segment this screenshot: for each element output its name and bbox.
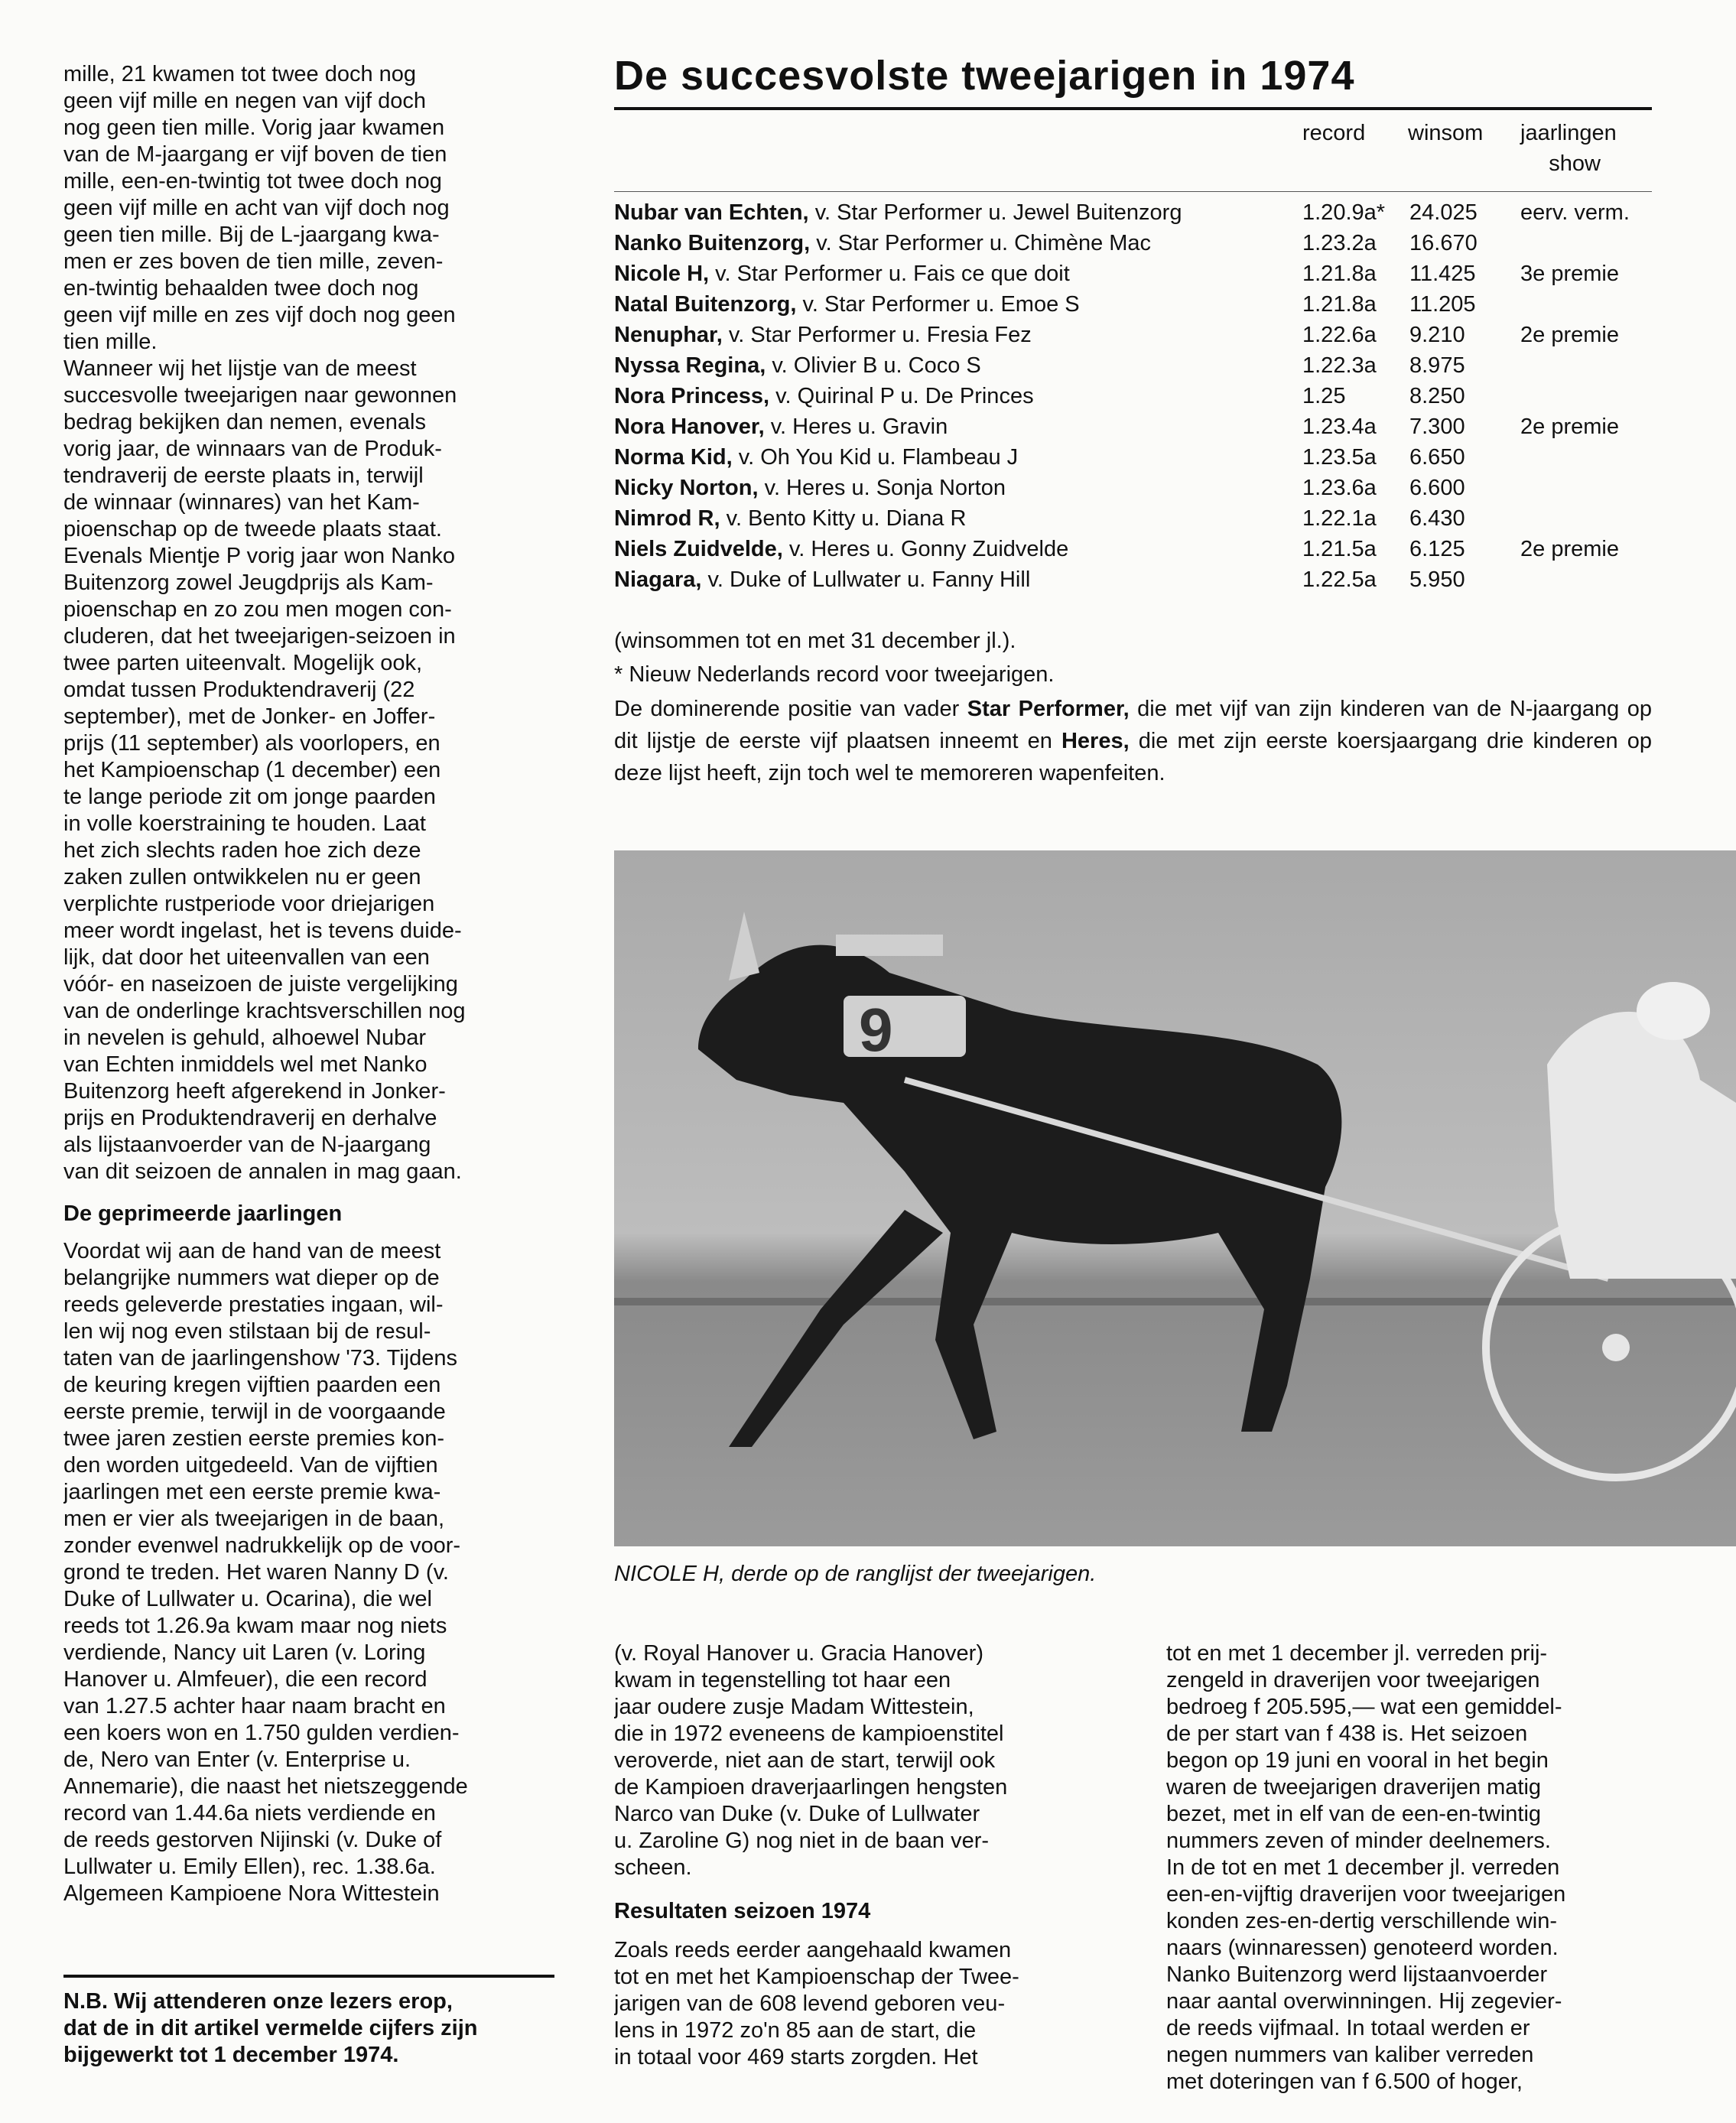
text-line: men er vier als tweejarigen in de baan,	[63, 1507, 445, 1531]
table-paragraph	[614, 693, 1652, 789]
text-line: geen vijf mille en zes vijf doch nog geen	[63, 303, 456, 327]
row-winsom: 8.250	[1409, 384, 1465, 408]
text-line: verdiende, Nancy uit Laren (v. Loring	[63, 1640, 426, 1665]
left-article-column	[63, 61, 554, 1907]
text-line: pioenschap op de tweede plaats staat.	[63, 517, 442, 541]
text-line: twee parten uiteenvalt. Mogelijk ook,	[63, 651, 423, 675]
table-row	[614, 353, 1652, 384]
text-line: tendraverij de eerste plaats in, terwijl	[63, 463, 424, 488]
row-horse-entry	[614, 231, 1151, 256]
text-line: den worden uitgedeeld. Van de vijftien	[63, 1453, 438, 1478]
row-pedigree: v. Heres u. Gravin	[770, 415, 948, 439]
text-line: (v. Royal Hanover u. Gracia Hanover)	[614, 1641, 983, 1666]
text-line: in totaal voor 469 starts zorgden. Het	[614, 2045, 978, 2069]
header-winsom: winsom	[1408, 121, 1484, 145]
row-winsom: 11.425	[1409, 262, 1476, 286]
row-show: 2e premie	[1520, 323, 1619, 347]
text-line: geen tien mille. Bij de L-jaargang kwa-	[63, 223, 440, 247]
header-record: record	[1302, 121, 1366, 145]
text-line: tot en met 1 december jl. verreden prij-	[1166, 1641, 1548, 1666]
row-horse-entry	[614, 445, 1018, 470]
table-row	[614, 567, 1652, 598]
text-line: Duke of Lullwater u. Ocarina), die wel	[63, 1587, 432, 1611]
row-horse-name: Nubar van Echten,	[614, 200, 809, 225]
text-line: zaken zullen ontwikkelen nu er geen	[63, 865, 421, 889]
text-line: Annemarie), die naast het nietszeggende	[63, 1774, 468, 1799]
row-record: 1.23.6a	[1302, 476, 1377, 500]
text-line: met doteringen van f 6.500 of hoger,	[1166, 2069, 1523, 2094]
text-line: lijk, dat door het uiteenvallen van een	[63, 945, 430, 970]
row-horse-entry	[614, 567, 1030, 593]
row-show: 3e premie	[1520, 262, 1619, 286]
para-text-3: die met zijn eerste koersjaargang drie kinderen op deze lijst heeft, zijn toch wel te memoreren wapenfeiten.	[614, 729, 1652, 785]
text-line: van Echten inmiddels wel met Nanko	[63, 1052, 427, 1077]
text-line: u. Zaroline G) nog niet in de baan ver-	[614, 1829, 990, 1853]
row-record: 1.22.1a	[1302, 506, 1377, 531]
text-line: prijs en Produktendraverij en derhalve	[63, 1106, 437, 1130]
text-line: vóór- en naseizoen de juiste vergelijking	[63, 972, 458, 996]
row-show: eerv. verm.	[1520, 200, 1630, 225]
row-horse-name: Nora Hanover,	[614, 415, 765, 439]
text-line: van dit seizoen de annalen in mag gaan.	[63, 1159, 462, 1184]
text-line: meer wordt ingelast, het is tevens duide-	[63, 918, 462, 943]
row-horse-name: Nimrod R,	[614, 506, 720, 531]
table-title: De succesvolste tweejarigen in 1974	[614, 53, 1355, 99]
left-paragraph-2	[63, 356, 554, 1185]
row-horse-name: Nora Princess,	[614, 384, 770, 408]
row-horse-entry	[614, 353, 981, 379]
table-row	[614, 292, 1652, 323]
text-line: van de M-jaargang er vijf boven de tien	[63, 142, 447, 167]
row-winsom: 6.125	[1409, 537, 1465, 561]
nb-line: bijgewerkt tot 1 december 1974.	[63, 2043, 399, 2067]
text-line: de winnaar (winnares) van het Kam-	[63, 490, 420, 515]
text-line: record van 1.44.6a niets verdiende en	[63, 1801, 436, 1826]
text-line: Narco van Duke (v. Duke of Lullwater	[614, 1802, 980, 1826]
row-pedigree: v. Duke of Lullwater u. Fanny Hill	[707, 567, 1031, 592]
text-line: september), met de Jonker- en Joffer-	[63, 704, 436, 729]
row-horse-entry	[614, 292, 1080, 317]
header-show-1: jaarlingen	[1520, 121, 1617, 145]
row-horse-name: Nicky Norton,	[614, 476, 759, 500]
text-line: len wij nog even stilstaan bij de resul-	[63, 1319, 431, 1344]
row-horse-entry	[614, 262, 1070, 287]
left-paragraph-3	[63, 1238, 554, 1907]
nb-divider	[63, 1975, 554, 1978]
table-row	[614, 476, 1652, 506]
table-row	[614, 200, 1652, 231]
row-horse-entry	[614, 415, 948, 440]
nb-note	[63, 1988, 554, 2069]
text-line: Buitenzorg heeft afgerekend in Jonker-	[63, 1079, 446, 1104]
header-show-2: show	[1549, 151, 1601, 176]
row-winsom: 7.300	[1409, 415, 1465, 439]
text-line: mille, 21 kwamen tot twee doch nog	[63, 62, 417, 86]
results-table	[614, 200, 1652, 598]
text-line: waren de tweejarigen draverijen matig	[1166, 1775, 1542, 1800]
text-line: cluderen, dat het tweejarigen-seizoen in	[63, 624, 456, 649]
row-horse-name: Nenuphar,	[614, 323, 723, 347]
para-bold-star-performer: Star Performer,	[967, 697, 1130, 721]
row-record: 1.21.8a	[1302, 292, 1377, 317]
text-line: konden zes-en-dertig verschillende win-	[1166, 1909, 1557, 1933]
row-horse-entry	[614, 323, 1032, 348]
para-text-2: die met vijf van zijn kinderen van de N-jaargang op dit lijstje de eerste vijf plaatsen inneemt en	[614, 697, 1653, 753]
text-line: begon op 19 juni en vooral in het begin	[1166, 1748, 1549, 1773]
row-show: 2e premie	[1520, 537, 1619, 561]
text-line: en-twintig behaalden twee doch nog	[63, 276, 419, 301]
row-pedigree: v. Bento Kitty u. Diana R	[726, 506, 967, 531]
text-line: reeds geleverde prestaties ingaan, wil-	[63, 1292, 444, 1317]
text-line: jarigen van de 608 levend geboren veu-	[614, 1991, 1006, 2016]
row-record: 1.25	[1302, 384, 1346, 408]
row-pedigree: v. Star Performer u. Emoe S	[802, 292, 1080, 317]
row-horse-entry	[614, 200, 1182, 226]
text-line: zonder evenwel nadrukkelijk op de voor-	[63, 1533, 461, 1558]
row-record: 1.22.3a	[1302, 353, 1377, 378]
row-pedigree: v. Olivier B u. Coco S	[772, 353, 981, 378]
row-record: 1.22.5a	[1302, 567, 1377, 592]
table-row	[614, 231, 1652, 262]
table-row	[614, 415, 1652, 445]
text-line: Wanneer wij het lijstje van de meest	[63, 356, 417, 381]
row-record: 1.23.5a	[1302, 445, 1377, 470]
text-line: van 1.27.5 achter haar naam bracht en	[63, 1694, 446, 1718]
para-bold-heres: Heres,	[1061, 729, 1130, 753]
text-line: de per start van f 438 is. Het seizoen	[1166, 1721, 1528, 1746]
row-horse-entry	[614, 537, 1068, 562]
row-pedigree: v. Heres u. Gonny Zuidvelde	[788, 537, 1069, 561]
text-line: vorig jaar, de winnaars van de Produk-	[63, 437, 442, 461]
row-winsom: 16.670	[1409, 231, 1478, 255]
text-line: Evenals Mientje P vorig jaar won Nanko	[63, 544, 456, 568]
text-line: bedroeg f 205.595,— wat een gemiddel-	[1166, 1695, 1562, 1719]
text-line: taten van de jaarlingenshow '73. Tijdens	[63, 1346, 457, 1370]
text-line: in nevelen is gehuld, alhoewel Nubar	[63, 1026, 426, 1050]
text-line: Nanko Buitenzorg werd lijstaanvoerder	[1166, 1962, 1548, 1987]
row-pedigree: v. Star Performer u. Jewel Buitenzorg	[814, 200, 1182, 225]
row-winsom: 24.025	[1409, 200, 1478, 225]
row-record: 1.21.8a	[1302, 262, 1377, 286]
text-line: geen vijf mille en negen van vijf doch	[63, 89, 426, 113]
text-line: Zoals reeds eerder aangehaald kwamen	[614, 1938, 1012, 1962]
table-header	[614, 121, 1652, 182]
table-note-2: * Nieuw Nederlands record voor tweejarigen.	[614, 662, 1055, 687]
table-row	[614, 323, 1652, 353]
text-line: de reeds gestorven Nijinski (v. Duke of	[63, 1828, 442, 1852]
row-horse-name: Niagara,	[614, 567, 702, 592]
row-record: 1.23.2a	[1302, 231, 1377, 255]
row-pedigree: v. Star Performer u. Chimène Mac	[816, 231, 1152, 255]
text-line: jaar oudere zusje Madam Wittestein,	[614, 1695, 974, 1719]
nb-line: dat de in dit artikel vermelde cijfers zijn	[63, 2016, 478, 2040]
text-line: een koers won en 1.750 gulden verdien-	[63, 1721, 460, 1745]
row-winsom: 6.430	[1409, 506, 1465, 531]
row-pedigree: v. Star Performer u. Fresia Fez	[728, 323, 1032, 347]
text-line: de reeds vijfmaal. In totaal werden er	[1166, 2016, 1530, 2040]
row-winsom: 6.600	[1409, 476, 1465, 500]
middle-paragraph-1	[614, 1640, 1111, 1881]
text-line: omdat tussen Produktendraverij (22	[63, 678, 415, 702]
text-line: veroverde, niet aan de start, terwijl ook	[614, 1748, 996, 1773]
row-horse-entry	[614, 476, 1006, 501]
row-horse-name: Natal Buitenzorg,	[614, 292, 797, 317]
text-line: te lange periode zit om jonge paarden	[63, 785, 436, 809]
title-rule	[614, 107, 1652, 110]
middle-paragraph-2	[614, 1937, 1111, 2071]
row-winsom: 9.210	[1409, 323, 1465, 347]
text-line: In de tot en met 1 december jl. verreden	[1166, 1855, 1560, 1880]
table-row	[614, 506, 1652, 537]
row-record: 1.20.9a*	[1302, 200, 1386, 225]
middle-subheading: Resultaten seizoen 1974	[614, 1899, 871, 1923]
saddle-cloth-number: 9	[859, 996, 893, 1064]
row-record: 1.23.4a	[1302, 415, 1377, 439]
table-note-1: (winsommen tot en met 31 december jl.).	[614, 629, 1016, 653]
left-subheading: De geprimeerde jaarlingen	[63, 1201, 343, 1226]
text-line: twee jaren zestien eerste premies kon-	[63, 1426, 445, 1451]
row-pedigree: v. Oh You Kid u. Flambeau J	[738, 445, 1019, 470]
table-row	[614, 384, 1652, 415]
text-line: bezet, met in elf van de een-en-twintig	[1166, 1802, 1542, 1826]
text-line: de keuring kregen vijftien paarden een	[63, 1373, 441, 1397]
row-winsom: 11.205	[1409, 292, 1476, 317]
text-line: Voordat wij aan de hand van de meest	[63, 1239, 441, 1263]
row-horse-name: Nyssa Regina,	[614, 353, 766, 378]
nb-line: N.B. Wij attenderen onze lezers erop,	[63, 1989, 453, 2014]
table-row	[614, 537, 1652, 567]
row-horse-name: Nicole H,	[614, 262, 710, 286]
row-show: 2e premie	[1520, 415, 1619, 439]
text-line: nummers zeven of minder deelnemers.	[1166, 1829, 1551, 1853]
row-horse-name: Niels Zuidvelde,	[614, 537, 783, 561]
row-winsom: 6.650	[1409, 445, 1465, 470]
text-line: negen nummers van kaliber verreden	[1166, 2043, 1534, 2067]
text-line: het Kampioenschap (1 december) een	[63, 758, 441, 782]
row-pedigree: v. Quirinal P u. De Princes	[775, 384, 1034, 408]
text-line: pioenschap en zo zou men mogen con-	[63, 597, 452, 622]
table-notes	[614, 626, 1652, 792]
text-line: mille, een-en-twintig tot twee doch nog	[63, 169, 442, 193]
text-line: nog geen tien mille. Vorig jaar kwamen	[63, 115, 445, 140]
middle-article-column	[614, 1640, 1111, 2071]
text-line: die in 1972 eveneens de kampioenstitel	[614, 1721, 1004, 1746]
text-line: naars (winnaressen) genoteerd worden.	[1166, 1936, 1559, 1960]
text-line: het zich slechts raden hoe zich deze	[63, 838, 421, 863]
text-line: succesvolle tweejarigen naar gewonnen	[63, 383, 457, 408]
text-line: van de onderlinge krachtsverschillen nog	[63, 999, 466, 1023]
text-line: men er zes boven de tien mille, zeven-	[63, 249, 444, 274]
text-line: bedrag bekijken dan nemen, evenals	[63, 410, 426, 434]
text-line: grond te treden. Het waren Nanny D (v.	[63, 1560, 449, 1585]
text-line: Hanover u. Almfeuer), die een record	[63, 1667, 427, 1692]
text-line: prijs (11 september) als voorlopers, en	[63, 731, 441, 756]
text-line: eerste premie, terwijl in de voorgaande	[63, 1400, 446, 1424]
row-horse-entry	[614, 384, 1034, 409]
text-line: Lullwater u. Emily Ellen), rec. 1.38.6a.	[63, 1855, 436, 1879]
text-line: in volle koerstraining te houden. Laat	[63, 811, 426, 836]
row-pedigree: v. Star Performer u. Fais ce que doit	[715, 262, 1070, 286]
para-text-1: De dominerende positie van vader	[614, 697, 967, 721]
text-line: de Kampioen draverjaarlingen hengsten	[614, 1775, 1008, 1800]
row-horse-name: Nanko Buitenzorg,	[614, 231, 811, 255]
text-line: tien mille.	[63, 330, 158, 354]
photo-caption: NICOLE H, derde op de ranglijst der tweejarigen.	[614, 1562, 1097, 1586]
row-winsom: 5.950	[1409, 567, 1465, 592]
right-article-column	[1166, 1640, 1660, 2095]
text-line: zengeld in draverijen voor tweejarigen	[1166, 1668, 1540, 1692]
text-line: een-en-vijftig draverijen voor tweejarigen	[1166, 1882, 1566, 1907]
text-line: tot en met het Kampioenschap der Twee-	[614, 1965, 1019, 1989]
row-horse-entry	[614, 506, 966, 532]
horse-photo	[614, 850, 1736, 1546]
table-row	[614, 445, 1652, 476]
text-line: reeds tot 1.26.9a kwam maar nog niets	[63, 1614, 447, 1638]
text-line: lens in 1972 zo'n 85 aan de start, die	[614, 2018, 977, 2043]
row-winsom: 8.975	[1409, 353, 1465, 378]
text-line: Buitenzorg zowel Jeugdprijs als Kam-	[63, 571, 434, 595]
left-paragraph-1	[63, 61, 554, 356]
text-line: scheen.	[614, 1855, 692, 1880]
right-paragraph	[1166, 1640, 1660, 2095]
text-line: belangrijke nummers wat dieper op de	[63, 1266, 440, 1290]
table-row	[614, 262, 1652, 292]
row-horse-name: Norma Kid,	[614, 445, 733, 470]
text-line: naar aantal overwinningen. Hij zegevier-	[1166, 1989, 1562, 2014]
text-line: jaarlingen met een eerste premie kwa-	[63, 1480, 441, 1504]
text-line: kwam in tegenstelling tot haar een	[614, 1668, 951, 1692]
row-pedigree: v. Heres u. Sonja Norton	[764, 476, 1006, 500]
row-record: 1.21.5a	[1302, 537, 1377, 561]
header-rule	[614, 191, 1652, 192]
text-line: de, Nero van Enter (v. Enterprise u.	[63, 1747, 411, 1772]
row-record: 1.22.6a	[1302, 323, 1377, 347]
text-line: geen vijf mille en acht van vijf doch nog	[63, 196, 450, 220]
text-line: verplichte rustperiode voor driejarigen	[63, 892, 435, 916]
text-line: als lijstaanvoerder van de N-jaargang	[63, 1133, 431, 1157]
text-line: Algemeen Kampioene Nora Wittestein	[63, 1881, 440, 1906]
